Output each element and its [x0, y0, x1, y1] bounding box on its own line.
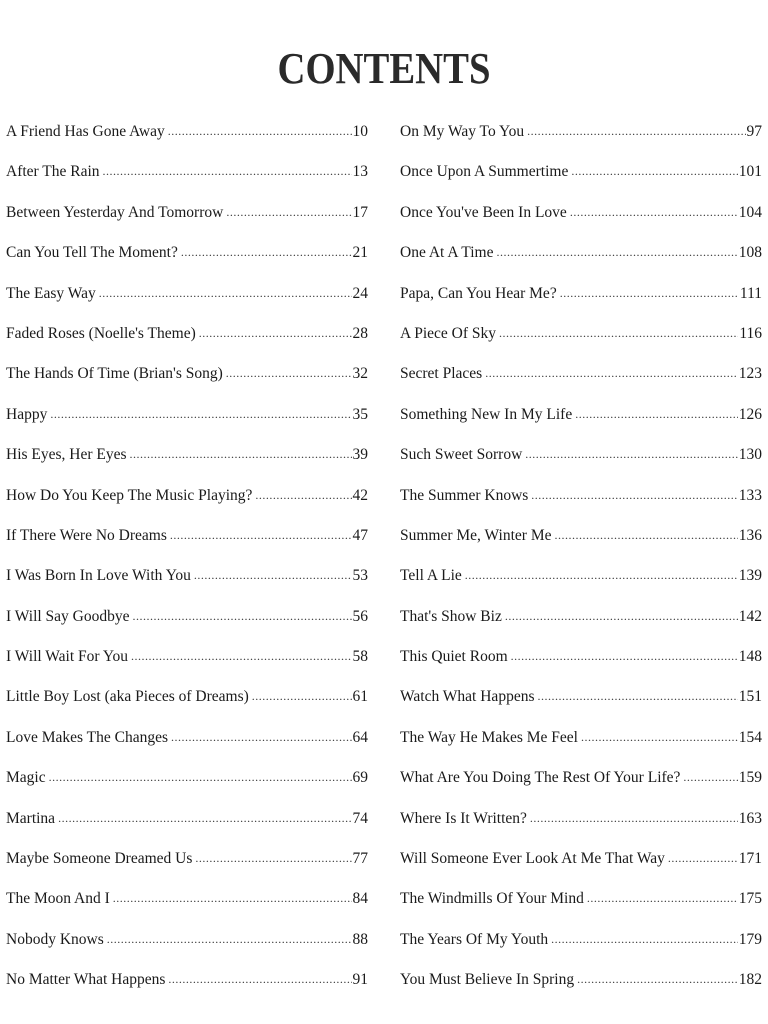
toc-entry-page-number: 104	[738, 203, 762, 221]
toc-entry	[6, 395, 368, 435]
toc-entry	[400, 435, 762, 475]
toc-entry-page-number: 97	[746, 123, 762, 140]
toc-entry-title: The Hands Of Time (Brian's Song)	[6, 365, 223, 383]
toc-entry-title: What Are You Doing The Rest Of Your Life?	[400, 769, 681, 787]
toc-entry-title: The Windmills Of Your Mind	[400, 890, 584, 908]
toc-entry-title: Between Yesterday And Tomorrow	[6, 203, 224, 221]
toc-entry-title: I Was Born In Love With You	[6, 567, 191, 585]
toc-entry	[6, 274, 368, 314]
toc-entry	[6, 758, 368, 798]
toc-entry	[6, 476, 368, 516]
toc-entry-title: Nobody Knows	[6, 930, 104, 948]
toc-entry-page-number: 159	[738, 769, 762, 787]
toc-entry	[6, 556, 368, 596]
dot-leader	[168, 111, 352, 151]
toc-entry	[6, 718, 368, 758]
dot-leader	[171, 717, 352, 757]
toc-entry	[400, 718, 762, 758]
toc-entry	[400, 637, 762, 677]
dot-leader	[168, 959, 351, 999]
toc-entry	[6, 314, 368, 354]
dot-leader	[99, 273, 352, 313]
toc-entry-title: This Quiet Room	[400, 648, 508, 666]
toc-entry	[6, 799, 368, 839]
toc-entry-page-number: 133	[738, 486, 762, 504]
toc-entry-page-number: 39	[352, 446, 368, 464]
dot-leader	[554, 515, 737, 555]
dot-leader	[226, 353, 352, 393]
toc-entry	[6, 597, 368, 637]
toc-entry-page-number: 171	[738, 850, 762, 868]
toc-entry-title: Papa, Can You Hear Me?	[400, 284, 557, 302]
dot-leader	[537, 676, 737, 716]
toc-entry-page-number: 32	[352, 365, 368, 383]
toc-entry	[400, 839, 762, 879]
toc-entry	[400, 233, 762, 273]
toc-entry-title: Summer Me, Winter Me	[400, 526, 552, 544]
toc-entry-page-number: 130	[738, 446, 762, 464]
toc-entry-title: Maybe Someone Dreamed Us	[6, 850, 193, 868]
toc-entry-page-number: 108	[738, 244, 762, 262]
toc-entry-page-number: 84	[352, 890, 368, 908]
dot-leader	[668, 838, 738, 878]
toc-entry-page-number: 61	[352, 688, 368, 706]
toc-entry-title: After The Rain	[6, 163, 100, 181]
dot-leader	[170, 515, 352, 555]
dot-leader	[465, 555, 738, 595]
dot-leader	[226, 192, 351, 232]
toc-entry-title: Such Sweet Sorrow	[400, 446, 523, 464]
dot-leader	[130, 434, 352, 474]
toc-entry-page-number: 42	[352, 486, 368, 504]
toc-left-column	[6, 112, 368, 1001]
dot-leader	[527, 111, 745, 151]
dot-leader	[252, 676, 352, 716]
toc-entry-page-number: 163	[738, 809, 762, 827]
toc-entry	[400, 597, 762, 637]
toc-entry-title: I Will Say Goodbye	[6, 607, 130, 625]
toc-entry-title: A Piece Of Sky	[400, 324, 497, 342]
toc-entry	[400, 960, 762, 1000]
toc-entry	[400, 920, 762, 960]
toc-entry-page-number: 116	[739, 324, 762, 342]
toc-entry-page-number: 151	[738, 688, 762, 706]
toc-entry-page-number: 88	[352, 930, 368, 948]
toc-entry-title: Magic	[6, 769, 46, 787]
toc-entry-page-number: 142	[738, 607, 762, 625]
toc-entry-page-number: 64	[352, 728, 368, 746]
toc-entry-title: Watch What Happens	[400, 688, 535, 706]
toc-entry-title: No Matter What Happens	[6, 971, 166, 989]
toc-entry-title: Can You Tell The Moment?	[6, 244, 178, 262]
toc-entry	[6, 193, 368, 233]
toc-entry	[6, 879, 368, 919]
toc-entry-page-number: 17	[352, 203, 368, 221]
dot-leader	[58, 798, 351, 838]
toc-entry-page-number: 28	[352, 324, 368, 342]
dot-leader	[560, 273, 739, 313]
toc-entry-title: On My Way To You	[400, 123, 525, 140]
dot-leader	[49, 757, 352, 797]
toc-entry-title: A Friend Has Gone Away	[6, 123, 165, 140]
toc-entry-title: The Way He Makes Me Feel	[400, 728, 578, 746]
toc-entry-title: You Must Believe In Spring	[400, 971, 575, 989]
toc-entry-page-number: 13	[352, 163, 368, 181]
toc-entry	[6, 233, 368, 273]
toc-entry	[400, 879, 762, 919]
dot-leader	[103, 151, 352, 191]
toc-entry	[6, 637, 368, 677]
toc-entry	[6, 112, 368, 152]
toc-entry-page-number: 56	[352, 607, 368, 625]
toc-entry	[400, 677, 762, 717]
dot-leader	[133, 596, 352, 636]
toc-entry-page-number: 58	[352, 648, 368, 666]
dot-leader	[195, 838, 351, 878]
dot-leader	[499, 313, 738, 353]
toc-entry	[400, 152, 762, 192]
toc-entry-page-number: 91	[352, 971, 368, 989]
toc-entry-page-number: 53	[352, 567, 368, 585]
toc-entry-title: How Do You Keep The Music Playing?	[6, 486, 253, 504]
dot-leader	[531, 475, 737, 515]
toc-entry	[400, 274, 762, 314]
toc-entry-page-number: 10	[352, 123, 368, 140]
toc-entry-page-number: 182	[738, 971, 762, 989]
dot-leader	[50, 394, 351, 434]
toc-entry-title: If There Were No Dreams	[6, 526, 167, 544]
toc-entry-title: Happy	[6, 405, 48, 423]
toc-entry-title: The Easy Way	[6, 284, 96, 302]
toc-entry-page-number: 154	[738, 728, 762, 746]
toc-entry-title: One At A Time	[400, 244, 494, 262]
toc-entry	[400, 758, 762, 798]
dot-leader	[194, 555, 352, 595]
toc-entry-page-number: 35	[352, 405, 368, 423]
dot-leader	[525, 434, 737, 474]
toc-entry	[400, 354, 762, 394]
toc-entry	[6, 960, 368, 1000]
toc-entry-title: Once Upon A Summertime	[400, 163, 569, 181]
toc-entry	[400, 476, 762, 516]
toc-entry-page-number: 148	[738, 648, 762, 666]
toc-entry-title: Tell A Lie	[400, 567, 462, 585]
toc-entry	[6, 152, 368, 192]
toc-entry-title: Little Boy Lost (aka Pieces of Dreams)	[6, 688, 249, 706]
dot-leader	[587, 878, 738, 918]
toc-entry-page-number: 47	[352, 526, 368, 544]
toc-entry-page-number: 101	[738, 163, 762, 181]
toc-entry-title: Where Is It Written?	[400, 809, 527, 827]
dot-leader	[575, 394, 738, 434]
toc-entry	[6, 677, 368, 717]
toc-entry	[6, 435, 368, 475]
toc-entry	[400, 112, 762, 152]
dot-leader	[505, 596, 738, 636]
toc-entry	[400, 193, 762, 233]
dot-leader	[683, 757, 737, 797]
dot-leader	[577, 959, 738, 999]
toc-entry-page-number: 179	[738, 930, 762, 948]
toc-entry-title: The Summer Knows	[400, 486, 529, 504]
toc-entry	[400, 516, 762, 556]
dot-leader	[113, 878, 352, 918]
toc-entry-title: The Moon And I	[6, 890, 110, 908]
toc-entry-page-number: 74	[352, 809, 368, 827]
toc-entry	[6, 839, 368, 879]
dot-leader	[571, 151, 737, 191]
dot-leader	[131, 636, 351, 676]
dot-leader	[530, 798, 738, 838]
toc-entry	[6, 516, 368, 556]
toc-entry-page-number: 126	[738, 405, 762, 423]
dot-leader	[581, 717, 738, 757]
toc-entry-page-number: 111	[739, 284, 762, 302]
dot-leader	[570, 192, 738, 232]
toc-entry-page-number: 24	[352, 284, 368, 302]
toc-entry-page-number: 139	[738, 567, 762, 585]
dot-leader	[511, 636, 738, 676]
toc-entry-title: Will Someone Ever Look At Me That Way	[400, 850, 665, 868]
toc-entry-page-number: 136	[738, 526, 762, 544]
dot-leader	[496, 232, 737, 272]
toc-entry	[400, 799, 762, 839]
dot-leader	[551, 919, 738, 959]
toc-entry-title: Something New In My Life	[400, 405, 573, 423]
toc-entry-title: Martina	[6, 809, 56, 827]
dot-leader	[107, 919, 352, 959]
toc-entry-page-number: 69	[352, 769, 368, 787]
toc-entry	[400, 395, 762, 435]
dot-leader	[181, 232, 352, 272]
toc-right-column	[400, 112, 762, 1001]
dot-leader	[199, 313, 352, 353]
toc-entry	[400, 314, 762, 354]
toc-entry-title: Secret Places	[400, 365, 483, 383]
dot-leader	[485, 353, 738, 393]
toc-entry-page-number: 77	[352, 850, 368, 868]
toc-entry-title: Faded Roses (Noelle's Theme)	[6, 324, 196, 342]
toc-entry-page-number: 123	[738, 365, 762, 383]
toc-entry-title: That's Show Biz	[400, 607, 502, 625]
toc-entry-title: His Eyes, Her Eyes	[6, 446, 127, 464]
toc-entry-page-number: 175	[738, 890, 762, 908]
toc-entry-title: Once You've Been In Love	[400, 203, 567, 221]
toc-entry	[6, 920, 368, 960]
page-title: CONTENTS	[277, 44, 491, 94]
toc-entry	[6, 354, 368, 394]
toc-entry-page-number: 21	[352, 244, 368, 262]
toc-entry-title: The Years Of My Youth	[400, 930, 549, 948]
dot-leader	[255, 475, 351, 515]
toc-entry	[400, 556, 762, 596]
toc-entry-title: Love Makes The Changes	[6, 728, 168, 746]
toc-entry-title: I Will Wait For You	[6, 648, 129, 666]
